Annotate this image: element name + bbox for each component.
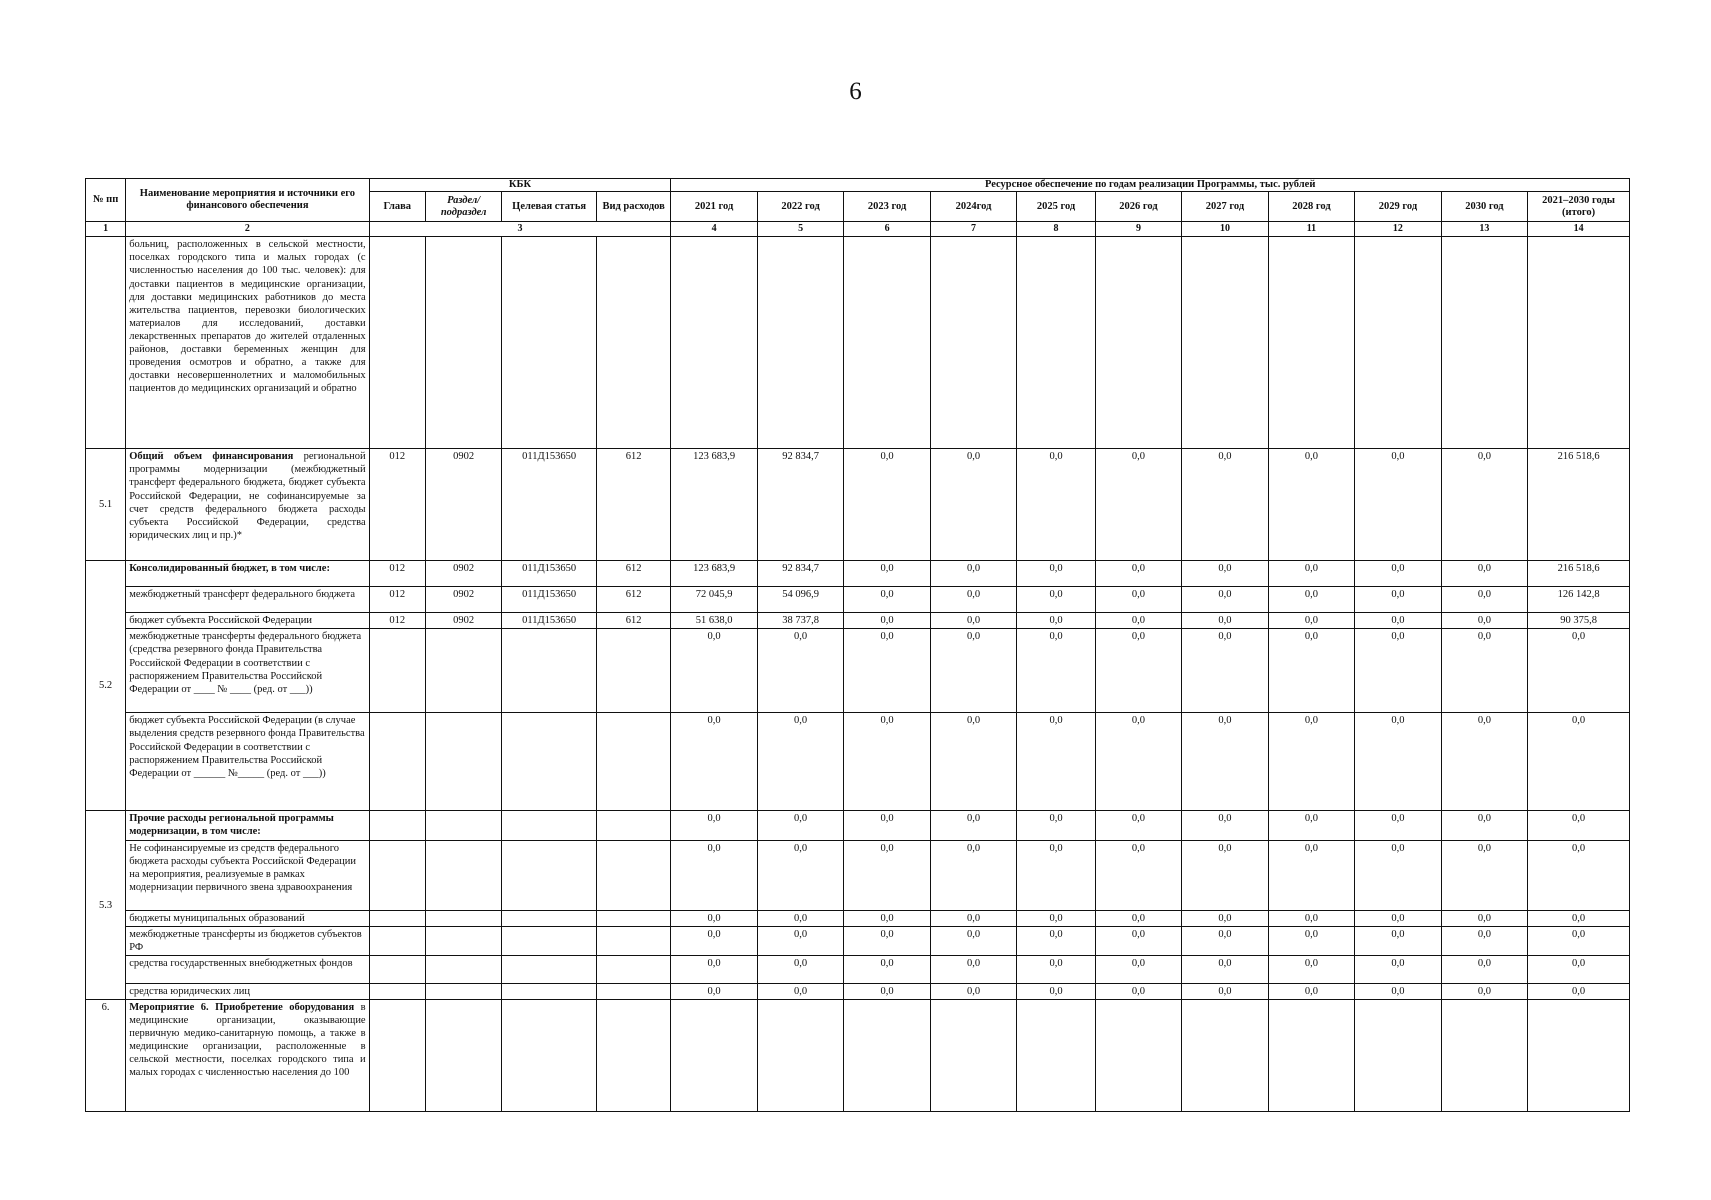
table-row	[86, 926, 1630, 955]
header-year-2023: 2023 год	[844, 192, 930, 222]
year-value-cell: 0,0	[1268, 811, 1354, 840]
column-number: 9	[1095, 222, 1181, 237]
header-year-2030: 2030 год	[1441, 192, 1527, 222]
kbk-chapter-cell	[369, 983, 425, 999]
total-value-cell	[1528, 999, 1630, 1111]
year-value-cell: 0,0	[757, 983, 843, 999]
year-value-cell: 0,0	[1182, 840, 1268, 910]
year-value-cell	[1268, 237, 1354, 449]
year-value-cell: 0,0	[1017, 561, 1095, 587]
year-value-cell: 0,0	[1182, 910, 1268, 926]
year-value-cell: 0,0	[844, 926, 930, 955]
year-value-cell: 0,0	[844, 910, 930, 926]
kbk-expense-type-cell	[596, 629, 670, 713]
header-kbk-section: Раздел/ подраздел	[425, 192, 501, 222]
year-value-cell: 0,0	[1355, 713, 1441, 811]
table-row	[86, 561, 1630, 587]
column-number: 11	[1268, 222, 1354, 237]
year-value-cell: 0,0	[1182, 811, 1268, 840]
row-description: бюджет субъекта Российской Федерации	[126, 613, 369, 629]
year-value-cell: 0,0	[671, 983, 757, 999]
total-value-cell: 216 518,6	[1528, 561, 1630, 587]
year-value-cell: 0,0	[757, 955, 843, 983]
total-value-cell: 0,0	[1528, 713, 1630, 811]
row-description	[126, 999, 369, 1111]
year-value-cell: 0,0	[1095, 629, 1181, 713]
year-value-cell: 0,0	[1017, 713, 1095, 811]
year-value-cell: 0,0	[844, 629, 930, 713]
row-number: 5.1	[86, 449, 126, 561]
year-value-cell: 0,0	[1182, 955, 1268, 983]
year-value-cell: 0,0	[1355, 955, 1441, 983]
year-value-cell: 0,0	[1355, 613, 1441, 629]
header-year-2029: 2029 год	[1355, 192, 1441, 222]
year-value-cell: 0,0	[1017, 629, 1095, 713]
kbk-section-cell: 0902	[425, 561, 501, 587]
total-value-cell: 0,0	[1528, 910, 1630, 926]
header-year-2024: 2024год	[930, 192, 1016, 222]
kbk-section-cell	[425, 811, 501, 840]
year-value-cell: 0,0	[930, 840, 1016, 910]
kbk-article-cell	[502, 840, 597, 910]
year-value-cell: 0,0	[1441, 811, 1527, 840]
row-description-lead: Общий объем финансирования	[129, 451, 294, 463]
kbk-article-cell: 011Д153650	[502, 449, 597, 561]
header-year-2021: 2021 год	[671, 192, 757, 222]
kbk-article-cell	[502, 926, 597, 955]
year-value-cell: 0,0	[1095, 587, 1181, 613]
kbk-expense-type-cell	[596, 840, 670, 910]
budget-table	[85, 178, 1630, 1112]
header-kbk-group: КБК	[369, 179, 671, 192]
column-number: 2	[126, 222, 369, 237]
total-value-cell: 90 375,8	[1528, 613, 1630, 629]
year-value-cell: 0,0	[930, 713, 1016, 811]
kbk-expense-type-cell	[596, 955, 670, 983]
row-number: 5.3	[86, 811, 126, 999]
total-value-cell: 0,0	[1528, 926, 1630, 955]
year-value-cell: 0,0	[671, 713, 757, 811]
row-description: Не софинансируемые из средств федерального бюджета расходы субъекта Российской Федерации на мероприятия, реализуемые в рамках модернизации первичного звена здравоохранения	[126, 840, 369, 910]
kbk-expense-type-cell	[596, 983, 670, 999]
row-description-rest: региональной программы модернизации (межбюджетный трансферт федерального бюджета, бюджет субъекта Российской Федерации, не софинансируемые за счет средств федерального бюджета расходы субъекта Российской Федерации, средства юридических лиц и пр.)*	[129, 451, 366, 541]
budget-table-body	[86, 237, 1630, 1111]
year-value-cell: 0,0	[844, 955, 930, 983]
kbk-expense-type-cell: 612	[596, 587, 670, 613]
year-value-cell: 0,0	[1441, 926, 1527, 955]
total-value-cell: 0,0	[1528, 840, 1630, 910]
year-value-cell: 0,0	[1017, 926, 1095, 955]
kbk-expense-type-cell	[596, 910, 670, 926]
total-value-cell: 0,0	[1528, 955, 1630, 983]
kbk-chapter-cell: 012	[369, 587, 425, 613]
year-value-cell: 0,0	[1268, 926, 1354, 955]
year-value-cell: 0,0	[671, 811, 757, 840]
kbk-chapter-cell	[369, 811, 425, 840]
column-number: 10	[1182, 222, 1268, 237]
kbk-article-cell	[502, 983, 597, 999]
kbk-chapter-cell	[369, 713, 425, 811]
row-description: межбюджетный трансферт федерального бюджета	[126, 587, 369, 613]
page-number: 6	[849, 78, 862, 105]
total-value-cell: 126 142,8	[1528, 587, 1630, 613]
kbk-article-cell	[502, 910, 597, 926]
year-value-cell: 0,0	[1268, 561, 1354, 587]
header-row-groups	[86, 179, 1630, 192]
kbk-article-cell: 011Д153650	[502, 613, 597, 629]
kbk-chapter-cell	[369, 237, 425, 449]
year-value-cell: 0,0	[1355, 587, 1441, 613]
table-row	[86, 983, 1630, 999]
year-value-cell: 0,0	[671, 840, 757, 910]
year-value-cell: 0,0	[757, 629, 843, 713]
kbk-chapter-cell	[369, 910, 425, 926]
year-value-cell: 0,0	[1017, 811, 1095, 840]
kbk-section-cell: 0902	[425, 587, 501, 613]
total-value-cell: 0,0	[1528, 811, 1630, 840]
year-value-cell	[1182, 237, 1268, 449]
year-value-cell: 0,0	[671, 629, 757, 713]
year-value-cell	[930, 999, 1016, 1111]
column-number: 7	[930, 222, 1016, 237]
column-number: 13	[1441, 222, 1527, 237]
year-value-cell: 0,0	[1355, 983, 1441, 999]
header-col-name: Наименование мероприятия и источники его финансового обеспечения	[126, 179, 369, 222]
kbk-chapter-cell: 012	[369, 613, 425, 629]
year-value-cell: 0,0	[1268, 629, 1354, 713]
kbk-chapter-cell	[369, 926, 425, 955]
year-value-cell: 0,0	[844, 613, 930, 629]
total-value-cell: 216 518,6	[1528, 449, 1630, 561]
year-value-cell: 0,0	[1017, 840, 1095, 910]
year-value-cell: 0,0	[757, 910, 843, 926]
year-value-cell	[1441, 237, 1527, 449]
header-resource-group: Ресурсное обеспечение по годам реализации Программы, тыс. рублей	[671, 179, 1630, 192]
year-value-cell: 0,0	[1017, 613, 1095, 629]
year-value-cell: 0,0	[671, 926, 757, 955]
row-description: больниц, расположенных в сельской местности, поселках городского типа и малых городах (с численностью населения до 100 тыс. человек): для доставки пациентов в медицинские организации, для доставки медицинских работников до места жительства пациентов, перевозки биологических материалов для исследований, доставки лекарственных препаратов до жителей отдаленных районов, доставки беременных женщин для проведения осмотров и обратно, а также для доставки несовершеннолетних и маломобильных пациентов до медицинских организаций и обратно	[126, 237, 369, 449]
year-value-cell: 0,0	[930, 613, 1016, 629]
year-value-cell: 0,0	[844, 449, 930, 561]
year-value-cell: 0,0	[844, 713, 930, 811]
kbk-expense-type-cell: 612	[596, 449, 670, 561]
kbk-section-cell	[425, 629, 501, 713]
kbk-section-cell: 0902	[425, 613, 501, 629]
year-value-cell: 0,0	[1441, 449, 1527, 561]
year-value-cell: 0,0	[1441, 587, 1527, 613]
column-number: 14	[1528, 222, 1630, 237]
year-value-cell: 0,0	[1268, 587, 1354, 613]
year-value-cell: 0,0	[1095, 910, 1181, 926]
year-value-cell: 0,0	[930, 811, 1016, 840]
year-value-cell: 0,0	[1441, 840, 1527, 910]
year-value-cell: 0,0	[1095, 613, 1181, 629]
year-value-cell: 0,0	[757, 840, 843, 910]
year-value-cell: 0,0	[1095, 811, 1181, 840]
kbk-chapter-cell	[369, 840, 425, 910]
header-year-2026: 2026 год	[1095, 192, 1181, 222]
kbk-section-cell	[425, 910, 501, 926]
year-value-cell: 0,0	[1182, 926, 1268, 955]
row-number: 5.2	[86, 561, 126, 811]
table-row	[86, 811, 1630, 840]
row-description: бюджет субъекта Российской Федерации (в случае выделения средств резервного фонда Правительства Российской Федерации в соответствии с распоряжением Правительства Российской Федерации от ______ №_____ (ред. от ___))	[126, 713, 369, 811]
kbk-section-cell	[425, 983, 501, 999]
year-value-cell: 92 834,7	[757, 449, 843, 561]
year-value-cell: 0,0	[930, 926, 1016, 955]
kbk-expense-type-cell: 612	[596, 613, 670, 629]
year-value-cell: 0,0	[1182, 713, 1268, 811]
table-row	[86, 713, 1630, 811]
year-value-cell: 0,0	[1182, 587, 1268, 613]
year-value-cell: 0,0	[930, 910, 1016, 926]
kbk-section-cell	[425, 999, 501, 1111]
year-value-cell: 0,0	[1355, 910, 1441, 926]
header-year-2025: 2025 год	[1017, 192, 1095, 222]
year-value-cell: 0,0	[844, 983, 930, 999]
year-value-cell: 0,0	[671, 955, 757, 983]
row-description: Консолидированный бюджет, в том числе:	[126, 561, 369, 587]
kbk-article-cell	[502, 999, 597, 1111]
column-number: 8	[1017, 222, 1095, 237]
year-value-cell: 0,0	[1268, 713, 1354, 811]
year-value-cell: 0,0	[757, 926, 843, 955]
year-value-cell: 38 737,8	[757, 613, 843, 629]
year-value-cell: 0,0	[1355, 629, 1441, 713]
row-description-lead: Мероприятие 6. Приобретение оборудования	[129, 1001, 355, 1013]
year-value-cell: 0,0	[1268, 613, 1354, 629]
year-value-cell: 0,0	[1017, 910, 1095, 926]
year-value-cell: 0,0	[930, 983, 1016, 999]
year-value-cell: 0,0	[1268, 910, 1354, 926]
year-value-cell: 0,0	[1017, 449, 1095, 561]
year-value-cell: 0,0	[1182, 629, 1268, 713]
year-value-cell: 0,0	[930, 561, 1016, 587]
year-value-cell: 0,0	[1441, 561, 1527, 587]
year-value-cell	[844, 999, 930, 1111]
year-value-cell: 0,0	[930, 629, 1016, 713]
year-value-cell	[844, 237, 930, 449]
year-value-cell: 0,0	[1268, 840, 1354, 910]
kbk-article-cell: 011Д153650	[502, 561, 597, 587]
table-row	[86, 955, 1630, 983]
kbk-article-cell	[502, 713, 597, 811]
header-year-2022: 2022 год	[757, 192, 843, 222]
year-value-cell: 0,0	[1355, 561, 1441, 587]
year-value-cell	[1182, 999, 1268, 1111]
column-number: 12	[1355, 222, 1441, 237]
kbk-expense-type-cell	[596, 811, 670, 840]
total-value-cell	[1528, 237, 1630, 449]
year-value-cell: 0,0	[1355, 840, 1441, 910]
kbk-chapter-cell: 012	[369, 449, 425, 561]
year-value-cell	[1355, 999, 1441, 1111]
row-description: межбюджетные трансферты федерального бюджета (средства резервного фонда Правительства Российской Федерации в соответствии с распоряжением Правительства Российской Федерации от ____ № ____ (ред. от ___))	[126, 629, 369, 713]
kbk-chapter-cell	[369, 999, 425, 1111]
year-value-cell: 0,0	[1441, 910, 1527, 926]
year-value-cell: 0,0	[844, 561, 930, 587]
year-value-cell: 0,0	[844, 811, 930, 840]
year-value-cell: 0,0	[1355, 811, 1441, 840]
header-kbk-expense-type: Вид расходов	[596, 192, 670, 222]
year-value-cell: 0,0	[1095, 840, 1181, 910]
column-number: 3	[369, 222, 671, 237]
year-value-cell: 123 683,9	[671, 449, 757, 561]
kbk-expense-type-cell	[596, 926, 670, 955]
year-value-cell	[671, 237, 757, 449]
year-value-cell	[1095, 237, 1181, 449]
year-value-cell: 0,0	[1095, 926, 1181, 955]
year-value-cell: 0,0	[1182, 613, 1268, 629]
table-row	[86, 910, 1630, 926]
header-kbk-target-article: Целевая статья	[502, 192, 597, 222]
year-value-cell: 0,0	[930, 587, 1016, 613]
kbk-section-cell	[425, 237, 501, 449]
year-value-cell: 0,0	[930, 449, 1016, 561]
year-value-cell: 0,0	[757, 811, 843, 840]
year-value-cell: 0,0	[1355, 449, 1441, 561]
year-value-cell	[1441, 999, 1527, 1111]
column-number: 5	[757, 222, 843, 237]
kbk-article-cell: 011Д153650	[502, 587, 597, 613]
kbk-section-cell	[425, 955, 501, 983]
kbk-expense-type-cell	[596, 713, 670, 811]
year-value-cell: 0,0	[1268, 955, 1354, 983]
year-value-cell: 0,0	[1182, 561, 1268, 587]
year-value-cell: 51 638,0	[671, 613, 757, 629]
year-value-cell: 0,0	[844, 840, 930, 910]
year-value-cell: 0,0	[1017, 587, 1095, 613]
row-description: средства государственных внебюджетных фондов	[126, 955, 369, 983]
year-value-cell: 0,0	[1095, 983, 1181, 999]
header-col-no: № пп	[86, 179, 126, 222]
row-description: межбюджетные трансферты из бюджетов субъектов РФ	[126, 926, 369, 955]
kbk-chapter-cell: 012	[369, 561, 425, 587]
kbk-chapter-cell	[369, 629, 425, 713]
kbk-expense-type-cell	[596, 999, 670, 1111]
row-description: Прочие расходы региональной программы модернизации, в том числе:	[126, 811, 369, 840]
kbk-expense-type-cell: 612	[596, 561, 670, 587]
year-value-cell: 0,0	[1182, 983, 1268, 999]
table-row	[86, 629, 1630, 713]
year-value-cell	[1355, 237, 1441, 449]
year-value-cell: 92 834,7	[757, 561, 843, 587]
year-value-cell: 0,0	[757, 713, 843, 811]
table-row	[86, 999, 1630, 1111]
year-value-cell: 0,0	[1095, 449, 1181, 561]
table-row	[86, 587, 1630, 613]
year-value-cell: 123 683,9	[671, 561, 757, 587]
year-value-cell: 0,0	[1441, 983, 1527, 999]
kbk-article-cell	[502, 955, 597, 983]
kbk-section-cell	[425, 840, 501, 910]
row-description: средства юридических лиц	[126, 983, 369, 999]
year-value-cell: 72 045,9	[671, 587, 757, 613]
column-number: 1	[86, 222, 126, 237]
year-value-cell	[1268, 999, 1354, 1111]
year-value-cell	[1095, 999, 1181, 1111]
row-description: бюджеты муниципальных образований	[126, 910, 369, 926]
kbk-chapter-cell	[369, 955, 425, 983]
kbk-expense-type-cell	[596, 237, 670, 449]
year-value-cell: 0,0	[1268, 983, 1354, 999]
year-value-cell: 0,0	[1355, 926, 1441, 955]
table-row	[86, 237, 1630, 449]
year-value-cell: 0,0	[1441, 613, 1527, 629]
column-number: 4	[671, 222, 757, 237]
year-value-cell: 0,0	[1095, 955, 1181, 983]
table-row	[86, 449, 1630, 561]
year-value-cell	[671, 999, 757, 1111]
year-value-cell	[757, 237, 843, 449]
year-value-cell: 0,0	[1095, 713, 1181, 811]
row-description-rest: в медицинские организации, оказывающие первичную медико-санитарную помощь, а также в медицинские организации, расположенные в сельской местности, поселках городского типа и малых городах с численностью населения до 100	[129, 1001, 366, 1078]
year-value-cell: 0,0	[1441, 955, 1527, 983]
year-value-cell	[1017, 237, 1095, 449]
header-total: 2021–2030 годы (итого)	[1528, 192, 1630, 222]
year-value-cell: 0,0	[844, 587, 930, 613]
year-value-cell: 0,0	[1182, 449, 1268, 561]
header-kbk-chapter: Глава	[369, 192, 425, 222]
table-row	[86, 613, 1630, 629]
total-value-cell: 0,0	[1528, 983, 1630, 999]
year-value-cell: 0,0	[1441, 713, 1527, 811]
year-value-cell: 0,0	[1268, 449, 1354, 561]
kbk-article-cell	[502, 629, 597, 713]
year-value-cell: 0,0	[1017, 983, 1095, 999]
year-value-cell: 0,0	[1017, 955, 1095, 983]
column-number: 6	[844, 222, 930, 237]
row-description	[126, 449, 369, 561]
total-value-cell: 0,0	[1528, 629, 1630, 713]
year-value-cell	[1017, 999, 1095, 1111]
year-value-cell: 0,0	[930, 955, 1016, 983]
year-value-cell	[757, 999, 843, 1111]
year-value-cell	[930, 237, 1016, 449]
table-row	[86, 840, 1630, 910]
year-value-cell: 0,0	[1095, 561, 1181, 587]
header-numbering-row	[86, 222, 1630, 237]
year-value-cell: 0,0	[671, 910, 757, 926]
kbk-section-cell	[425, 713, 501, 811]
header-year-2028: 2028 год	[1268, 192, 1354, 222]
kbk-article-cell	[502, 811, 597, 840]
row-number	[86, 237, 126, 449]
year-value-cell: 54 096,9	[757, 587, 843, 613]
kbk-section-cell: 0902	[425, 449, 501, 561]
year-value-cell: 0,0	[1441, 629, 1527, 713]
row-number: 6.	[86, 999, 126, 1111]
kbk-section-cell	[425, 926, 501, 955]
header-year-2027: 2027 год	[1182, 192, 1268, 222]
kbk-article-cell	[502, 237, 597, 449]
